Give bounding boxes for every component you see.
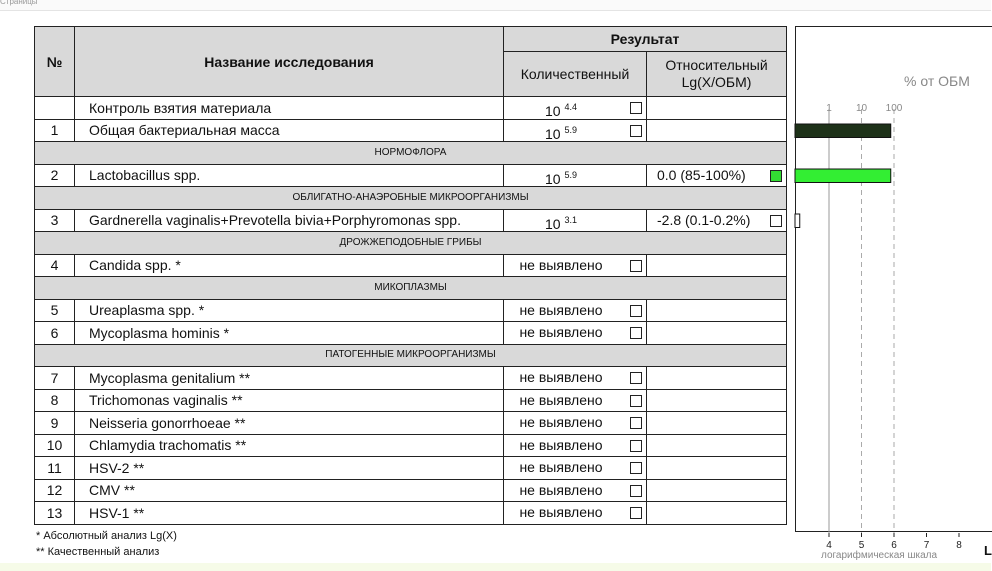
test-name: Lactobacillus spp. [75,164,504,187]
relative-cell [647,254,787,277]
status-green-indicator [770,170,782,182]
qty-value [504,165,618,189]
relative-value: -2.8 (0.1-0.2%) [657,211,751,228]
qty-exponent: 5.9 [564,169,577,180]
relative-cell [647,457,787,480]
relative-cell [647,389,787,412]
relative-cell [647,434,787,457]
chart-bar [795,124,891,138]
results-table [34,26,787,525]
table-row [35,119,787,142]
qty-base: 10 [545,215,561,232]
table-row [35,322,787,345]
col-result-header: Результат [504,27,787,52]
qty-exponent: 3.1 [564,214,577,225]
x-tick-label: 4 [826,540,832,551]
relative-cell [647,209,787,232]
relative-cell [647,412,787,435]
qty-value: не выявлено [519,256,603,273]
qty-value [504,210,618,234]
qty-value: не выявлено [519,504,603,520]
qty-cell [504,479,647,502]
test-name: HSV-2 ** [75,457,504,480]
qty-exponent: 5.9 [564,124,577,135]
qty-cell [504,97,647,120]
qty-value: не выявлено [519,459,603,475]
pct-tick-label: 1 [826,103,832,114]
section-title: ПАТОГЕННЫЕ МИКРООРГАНИЗМЫ [35,344,787,367]
x-tick-label: 5 [858,540,865,551]
table-row [35,479,787,502]
qty-cell [504,119,647,142]
table-row [35,367,787,390]
qty-cell [504,367,647,390]
qty-value [504,97,618,121]
qty-value: не выявлено [519,391,603,408]
section-title: НОРМОФЛОРА [35,142,787,165]
test-name: Neisseria gonorrhoeae ** [75,412,504,435]
pct-tick-label: 100 [885,103,903,114]
x-tick-label: 8 [956,540,962,551]
qty-cell [504,457,647,480]
table-row [35,209,787,232]
footnote-qualitative: ** Качественный анализ [36,546,160,558]
checkbox[interactable] [630,305,642,317]
results-body [35,97,787,525]
col-rel-header-label: Относительный Lg(X/ОБМ) [665,57,768,90]
table-row [35,97,787,120]
table-row [35,412,787,435]
qty-cell [504,502,647,525]
qty-cell [504,434,647,457]
qty-value: не выявлено [519,301,603,318]
pct-axis-title: % от ОБМ [904,73,970,89]
checkbox[interactable] [630,417,642,429]
qty-cell [504,322,647,345]
qty-value [504,120,618,144]
test-name: Candida spp. * [75,254,504,277]
qty-cell [504,299,647,322]
qty-value: не выявлено [519,436,603,453]
checkbox[interactable] [630,260,642,272]
checkbox[interactable] [630,372,642,384]
test-name: HSV-1 ** [75,502,504,525]
relative-cell [647,479,787,502]
test-name: Trichomonas vaginalis ** [75,389,504,412]
section-row [35,277,787,300]
row-number [35,97,75,120]
test-name: Gardnerella vaginalis+Prevotella bivia+Porphyromonas spp. [75,209,504,232]
row-number: 9 [35,412,75,435]
qty-value: не выявлено [519,369,603,385]
section-row [35,187,787,210]
row-number: 2 [35,164,75,187]
test-name: Mycoplasma genitalium ** [75,367,504,390]
row-number: 13 [35,502,75,525]
table-row [35,254,787,277]
test-name: Общая бактериальная масса [75,119,504,142]
row-number: 12 [35,479,75,502]
pct-tick-label: 10 [855,103,868,114]
qty-value: не выявлено [519,481,603,498]
section-title: ОБЛИГАТНО-АНАЭРОБНЫЕ МИКРООРГАНИЗМЫ [35,187,787,210]
row-number: 5 [35,299,75,322]
qty-base: 10 [545,170,561,187]
table-row [35,299,787,322]
test-name: Ureaplasma spp. * [75,299,504,322]
relative-cell [647,502,787,525]
qty-value: не выявлено [519,414,603,430]
col-qty-header: Количественный [504,52,647,97]
x-axis-label: логарифмическая шкала [821,550,938,561]
relative-cell [647,367,787,390]
col-number-header: № [35,27,75,97]
row-number: 10 [35,434,75,457]
checkbox[interactable] [630,102,642,114]
relative-cell [647,97,787,120]
relative-cell [647,299,787,322]
cut-off-label: L [984,543,992,558]
chart-svg [796,27,992,567]
section-title: ДРОЖЖЕПОДОБНЫЕ ГРИБЫ [35,232,787,255]
checkbox[interactable] [630,462,642,474]
row-number: 11 [35,457,75,480]
test-name: Контроль взятия материала [75,97,504,120]
qty-value: не выявлено [519,324,603,340]
col-rel-header [647,52,787,97]
row-number: 7 [35,367,75,390]
chart-bar [795,169,891,183]
bottom-band [0,563,991,571]
x-tick-label: 7 [923,540,930,551]
qty-cell [504,164,647,187]
top-bar-label: Страницы [0,0,38,6]
log-scale-chart [795,26,992,551]
footnote-absolute: * Абсолютный анализ Lg(X) [36,530,177,542]
qty-cell [504,254,647,277]
chart-bar [795,214,800,228]
checkbox[interactable] [770,215,782,227]
test-name: CMV ** [75,479,504,502]
row-number: 4 [35,254,75,277]
test-name: Mycoplasma hominis * [75,322,504,345]
top-bar [0,0,991,11]
section-row [35,344,787,367]
x-tick-label: 6 [891,540,897,551]
checkbox[interactable] [630,440,642,452]
row-number: 1 [35,119,75,142]
table-row [35,164,787,187]
checkbox[interactable] [630,507,642,519]
table-row [35,434,787,457]
col-name-header: Название исследования [75,27,504,97]
relative-cell [647,322,787,345]
table-row [35,389,787,412]
checkbox[interactable] [630,395,642,407]
section-title: МИКОПЛАЗМЫ [35,277,787,300]
row-number: 3 [35,209,75,232]
checkbox[interactable] [630,327,642,339]
qty-base: 10 [545,125,561,142]
qty-base: 10 [545,103,561,119]
section-row [35,232,787,255]
row-number: 8 [35,389,75,412]
checkbox[interactable] [630,125,642,137]
checkbox[interactable] [630,485,642,497]
relative-cell [647,164,787,187]
section-row [35,142,787,165]
qty-exponent: 4.4 [564,102,577,112]
row-number: 6 [35,322,75,345]
qty-cell [504,389,647,412]
table-row [35,502,787,525]
table-row [35,457,787,480]
relative-value: 0.0 (85-100%) [657,166,746,183]
qty-cell [504,209,647,232]
relative-cell [647,119,787,142]
test-name: Chlamydia trachomatis ** [75,434,504,457]
qty-cell [504,412,647,435]
